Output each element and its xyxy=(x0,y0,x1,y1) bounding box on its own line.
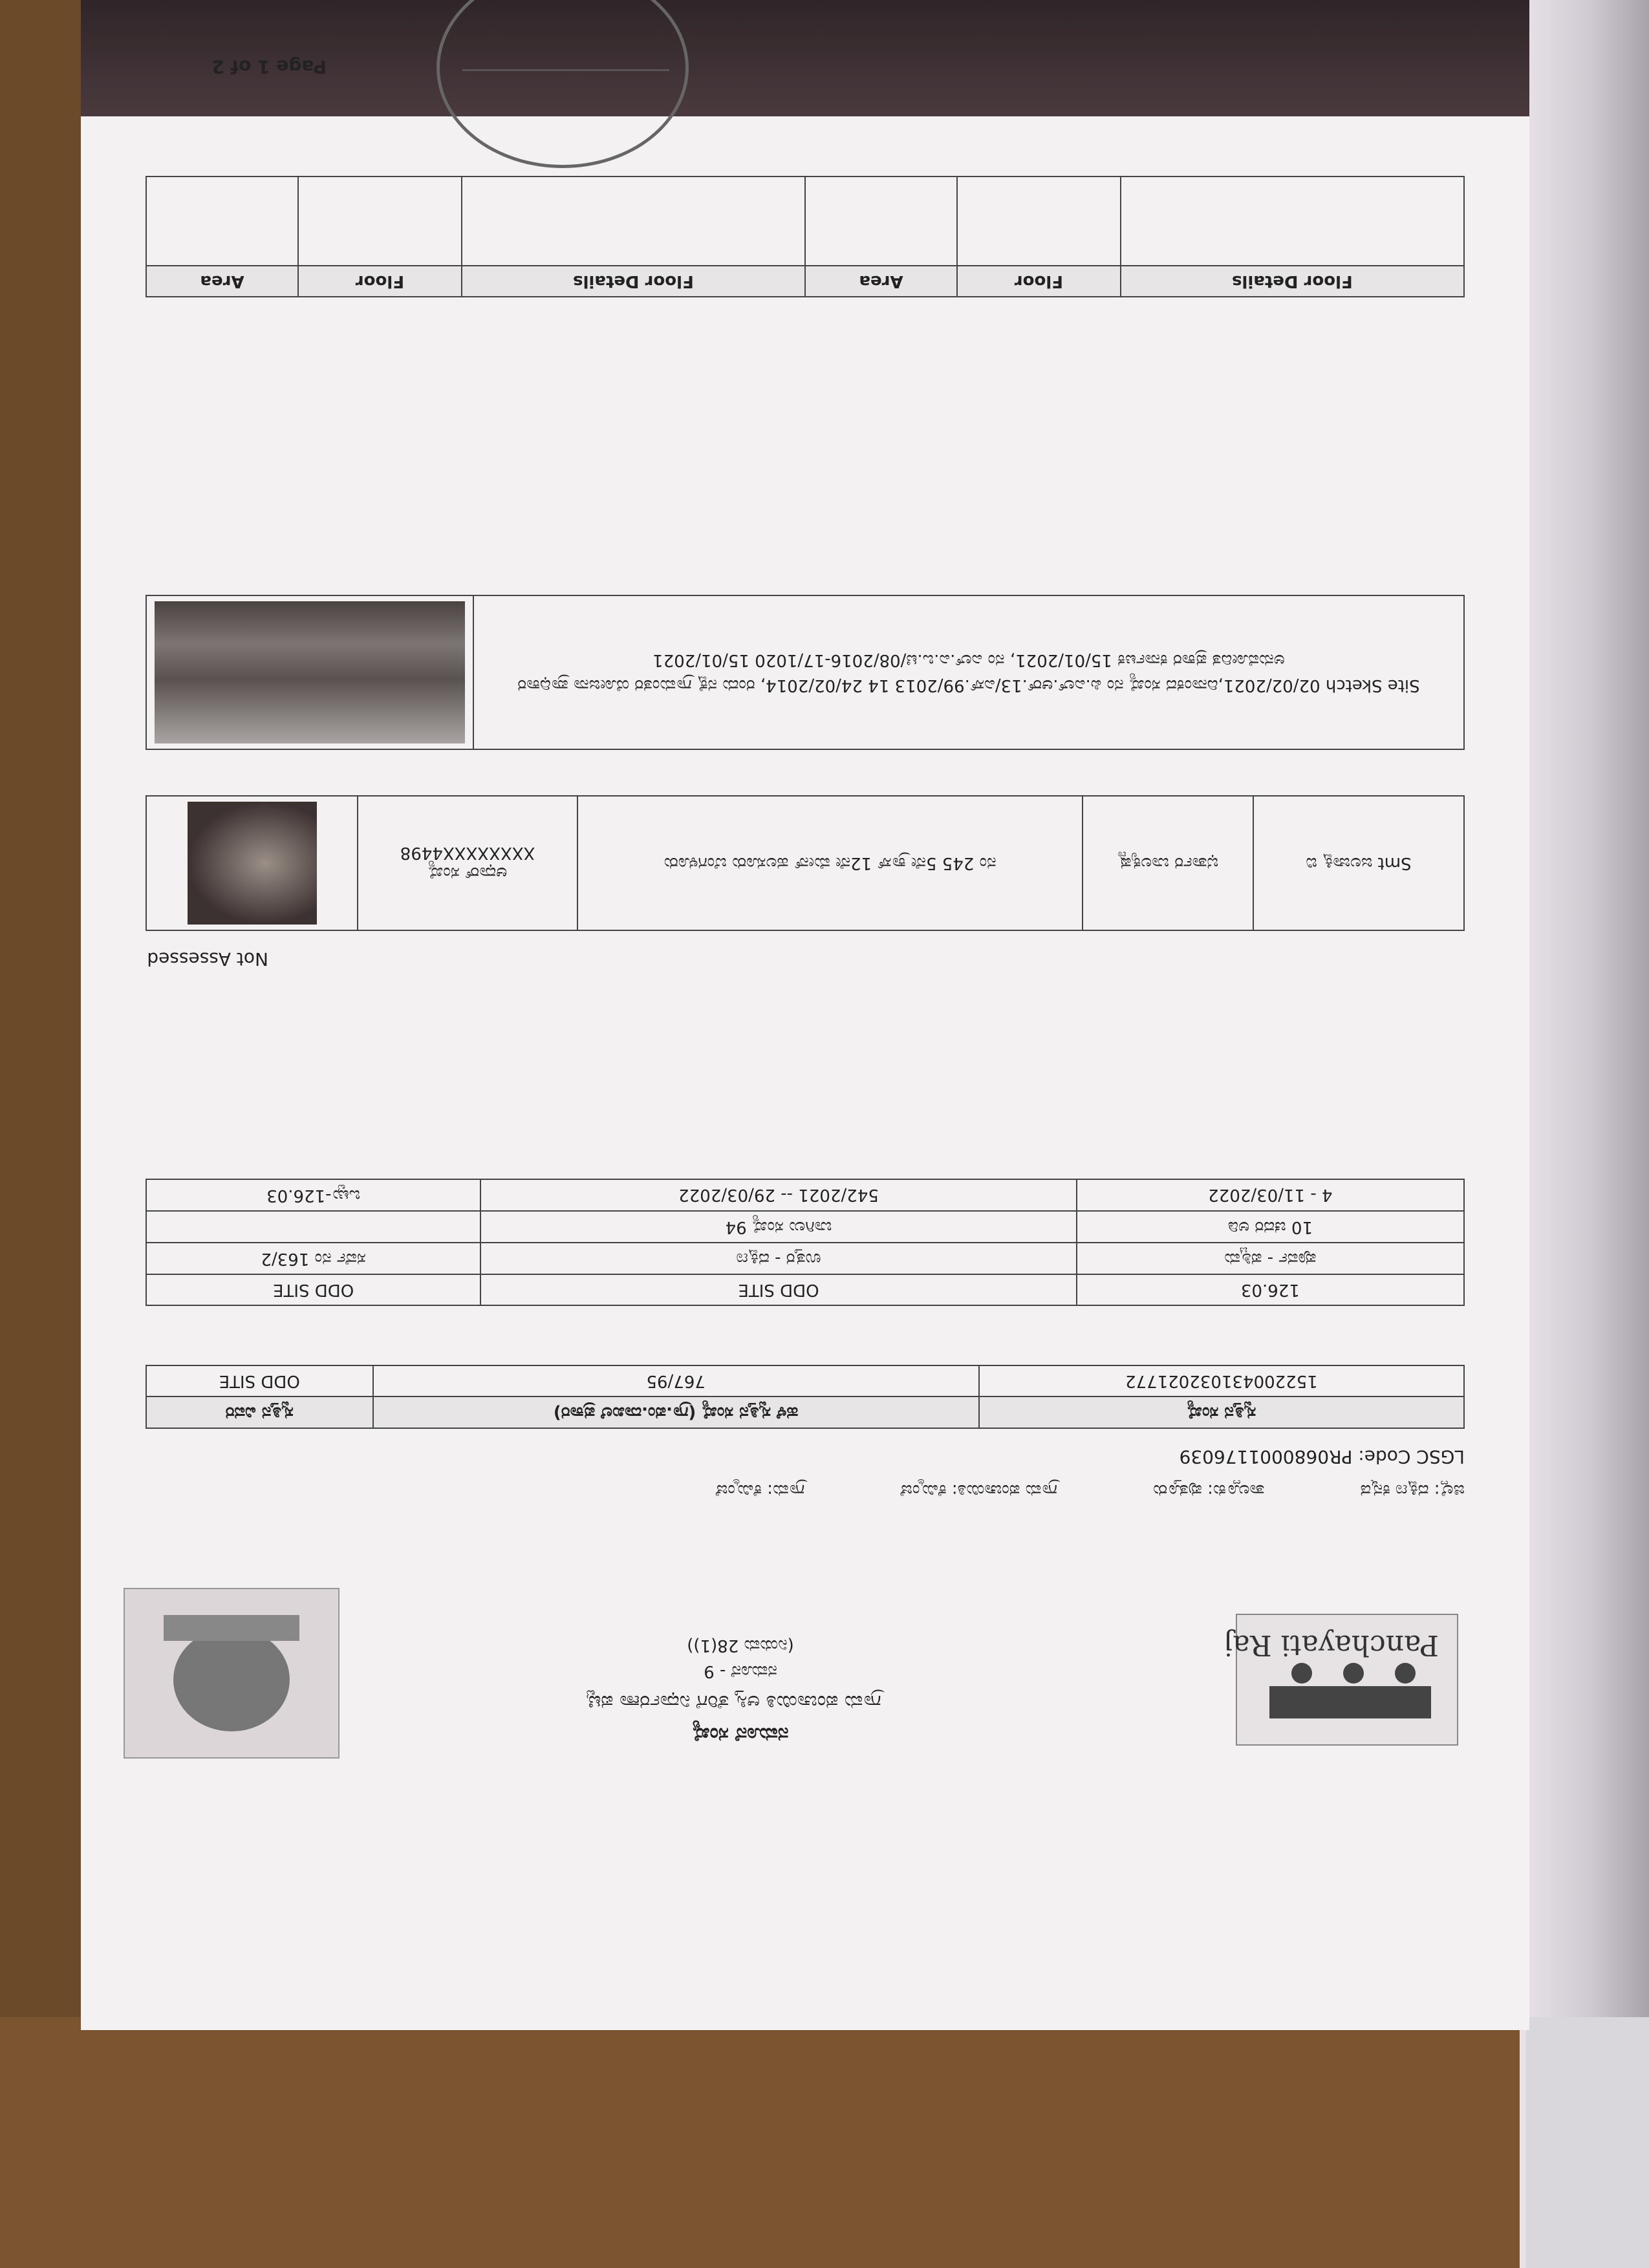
property-id-value: 152200431032021772 xyxy=(979,1365,1464,1396)
area-header-2: Area xyxy=(146,266,298,297)
location-meta xyxy=(184,1480,1465,1500)
village-label: ಗ್ರಾಮ: ಕೆಮ್ಮಿಂಜೆ xyxy=(715,1481,805,1500)
lgd-code: LGSC Code: PR0680001176039 xyxy=(1179,1446,1465,1468)
page-number: Page 1 of 2 xyxy=(211,56,327,78)
state-emblem-icon xyxy=(124,1588,339,1759)
east-west-label: ಪೂರ್ವ - ಪಶ್ಚಿಮ xyxy=(1077,1243,1464,1274)
property-type-value: ODD SITE xyxy=(146,1365,373,1396)
door-number: ಬಾಗಿಲು ಸಂಖ್ಯೆ 94 xyxy=(480,1211,1076,1243)
scanned-document xyxy=(81,0,1529,2030)
floor-details-header-2: Floor Details xyxy=(462,266,805,297)
survey-number: ಸರ್ವೆ ನಂ 163/2 xyxy=(146,1243,480,1274)
form-title: ನಮೂನೆ ಸಂಖ್ಯೆ xyxy=(692,1723,789,1746)
area-total: ಒಟ್ಟು-126.03 xyxy=(146,1179,480,1211)
site-sketch-text: Site Sketch 02/02/2021,ದಿನಾಂಕದ ಸಂಖ್ಯೆ ನಂ ಪಿ.ಎಲ್.ಆರ್.13/ಎಸ್.99/2013 14 24/02/2014, ರಂದು ನಕ್ಷೆ ಗ್ರಾಮಂತರ ಯೋಜನಾ ಪ್ರಾಧಿಕಾರ ಅನುಮೋದಿತ ಪ್ರಕಾರ ಕರ್ನಾಟಕ 15/01/2021, ನಂ ಎಲ್.ಎ.ಒ.ಟಿ/08/2016-17/1020 15/01/2021 xyxy=(473,595,1464,749)
rule-reference: (ನಿಯಮ 28(1)) xyxy=(687,1636,794,1655)
district-label: ಜಿಲ್ಲೆ: ದಕ್ಷಿಣ ಕನ್ನಡ xyxy=(1360,1481,1465,1500)
owner-id-type: ಆಧಾರ್ ಸಂಖ್ಯೆ xyxy=(427,863,508,883)
gram-panchayat-label: ಗ್ರಾಮ ಪಂಚಾಯಿತಿ: ಕೆಮ್ಮಿಂಜೆ xyxy=(900,1481,1057,1500)
assessment-status: Not Assessed xyxy=(147,948,268,970)
area-value: 126.03 xyxy=(1077,1274,1464,1305)
document-header xyxy=(107,1513,1478,1759)
form-number: ನಮೂನೆ - 9 xyxy=(704,1662,777,1681)
area-header: Area xyxy=(805,266,957,297)
square-feet: 10 ಚದರ ಅಡಿ xyxy=(1077,1211,1464,1243)
signature-line xyxy=(462,69,669,71)
dimensions-table xyxy=(146,1179,1465,1306)
owner-name: Smt ಜಲಜಾಕ್ಷಿ ಬಿ xyxy=(1253,796,1464,930)
desk-surface xyxy=(0,2017,1649,2268)
cart-logo-icon xyxy=(1237,1654,1457,1744)
type-value-3: ODD SITE xyxy=(146,1274,480,1305)
floor-details-header: Floor Details xyxy=(1121,266,1464,297)
taluk-label: ತಾಲ್ಲೂಕು: ಪುತ್ತೂರು xyxy=(1153,1481,1265,1500)
property-id-label: ಸ್ವತ್ತಿನ ಸಂಖ್ಯೆ xyxy=(979,1396,1464,1428)
old-number-label: ಹಳೆ ಸ್ವತ್ತಿನ ಸಂಖ್ಯೆ (ಗ್ರಾ.ಪಂ.ದಾಖಲೆ ಪ್ರಕಾರ) xyxy=(373,1396,979,1428)
owner-table xyxy=(146,795,1465,931)
order-date: 4 - 11/03/2022 xyxy=(1077,1179,1464,1211)
owner-photo xyxy=(146,796,358,930)
adjacent-page xyxy=(1520,0,1649,2268)
floor-header: Floor xyxy=(957,266,1121,297)
adjacent-page-lower xyxy=(1526,2017,1649,2268)
old-number-value: 767/95 xyxy=(373,1365,979,1396)
property-id-table xyxy=(146,1365,1465,1429)
form-subtitle: ಗ್ರಾಮ ಪಂಚಾಯಿತಿ ಆಸ್ತಿ ತೆರಿಗೆ ನಿರ್ಧಾರಣಾ ಪಟ್ಟಿ xyxy=(587,1691,881,1713)
order-date-range: 542/2021 -- 29/03/2022 xyxy=(480,1179,1076,1211)
floor-details-table xyxy=(146,176,1465,297)
site-photo xyxy=(146,595,473,749)
owner-id xyxy=(358,796,577,930)
brand-wordmark: Panchayati Raj xyxy=(1223,1629,1439,1662)
owner-id-number: XXXXXXXX4498 xyxy=(400,843,535,863)
floor-header-2: Floor xyxy=(298,266,462,297)
site-sketch-table xyxy=(146,595,1465,750)
type-value-2: ODD SITE xyxy=(480,1274,1076,1305)
official-seal xyxy=(436,0,689,168)
owner-relation: ಭರ್ತಾರ ಬಾಲಕೃಷ್ಣ xyxy=(1083,796,1253,930)
owner-address: ನಂ 245 5ನೇ ಕ್ರಾಸ್ 12ನೇ ಮೇನ್ ಹಲಸೂರು ಬೆಂಗಳೂರು xyxy=(577,796,1083,930)
property-type-label: ಸ್ವತ್ತಿನ ವಿವರ xyxy=(146,1396,373,1428)
north-south-label: ಉತ್ತರ - ದಕ್ಷಿಣ xyxy=(480,1243,1076,1274)
